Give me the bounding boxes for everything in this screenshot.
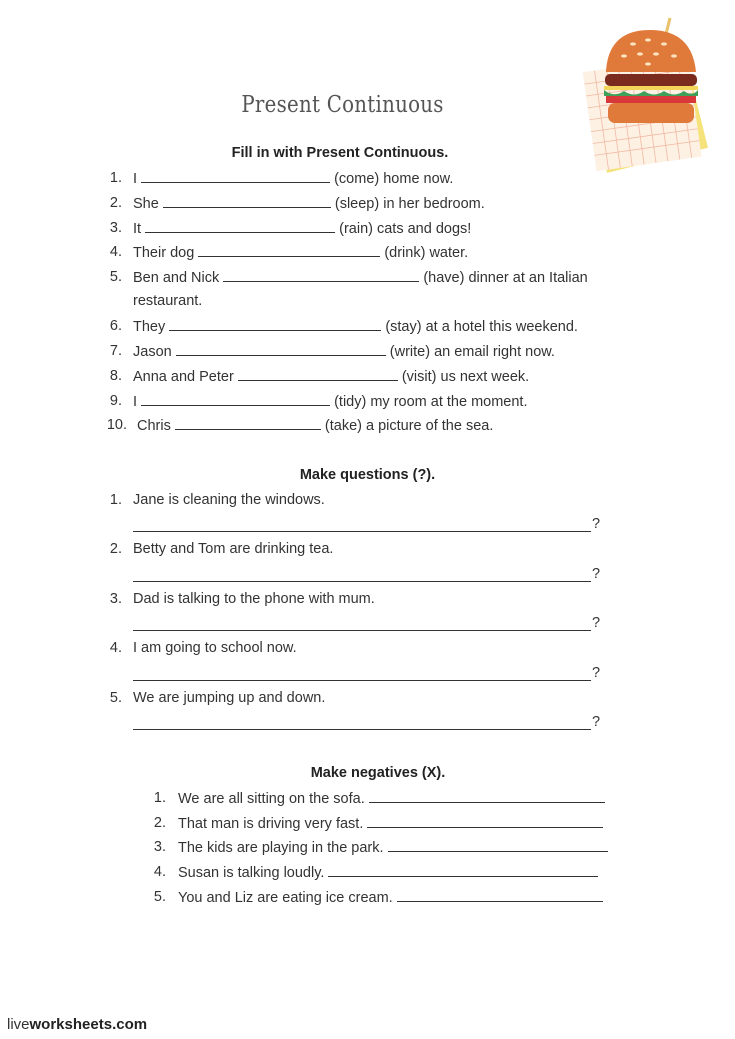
question-mark: ? — [592, 516, 601, 532]
section1-heading: Fill in with Present Continuous. — [231, 145, 449, 161]
answer-blank[interactable] — [223, 269, 419, 282]
answer-blank[interactable] — [169, 318, 381, 331]
worksheet-page: Present Continuous Fill in with Present Continuous. 1. I (come) home now. 2. She (sleep) in her bedroom. 3. It (rain) cats and dogs! 4. Their dog (drink) water. 5. Ben and Nick (have) dinner at an Italian restaurant. 6. They (stay) at a hotel this weekend. 7. Jason (write) an email right now. 8. Anna and Peter (visit) us next week. 9. I (tidy) my room at the moment. 10. Chris (take) a picture of the sea. Make questions (?). 1. Jane is cleaning the windows. ? 2. Betty and Tom are drinking tea. ? 3. Dad is talking to the phone with mum. ? 4. I am going to school now. ? 5. We are jumping up and down. ? Make negatives (X). 1. We are all sitting on the sofa. 2. That man is driving very fast. 3. The kids are playing in the park. 4. Susan is talking loudly. 5. You and Liz are eating ice cream. liveworksheets.com — [0, 0, 735, 1039]
answer-blank[interactable] — [198, 244, 380, 257]
footer-suffix: .com — [112, 1016, 148, 1033]
list-item-continuation: restaurant. — [133, 293, 203, 309]
section3-heading: Make negatives (X). — [310, 765, 446, 781]
answer-blank[interactable] — [176, 343, 386, 356]
question-mark: ? — [592, 566, 601, 582]
answer-blank[interactable] — [175, 417, 321, 430]
question-mark: ? — [592, 615, 601, 631]
footer-brand: worksheets — [29, 1016, 113, 1033]
answer-blank[interactable] — [388, 839, 608, 852]
question-mark: ? — [592, 665, 601, 681]
answer-blank[interactable] — [163, 195, 331, 208]
site-footer[interactable] — [7, 1016, 147, 1033]
answer-blank[interactable] — [145, 220, 335, 233]
answer-line[interactable] — [133, 629, 591, 631]
page-title: Present Continuous — [241, 92, 444, 118]
answer-blank[interactable] — [367, 815, 603, 828]
answer-line[interactable] — [133, 728, 591, 730]
question-mark: ? — [592, 714, 601, 730]
footer-prefix: live — [7, 1016, 30, 1033]
answer-line[interactable] — [133, 530, 591, 532]
answer-line[interactable] — [133, 679, 591, 681]
answer-line[interactable] — [133, 580, 591, 582]
answer-blank[interactable] — [141, 393, 330, 406]
answer-blank[interactable] — [369, 790, 605, 803]
answer-blank[interactable] — [397, 889, 603, 902]
answer-blank[interactable] — [328, 864, 598, 877]
answer-blank[interactable] — [238, 368, 398, 381]
answer-blank[interactable] — [141, 170, 330, 183]
section2-heading: Make questions (?). — [299, 467, 436, 483]
